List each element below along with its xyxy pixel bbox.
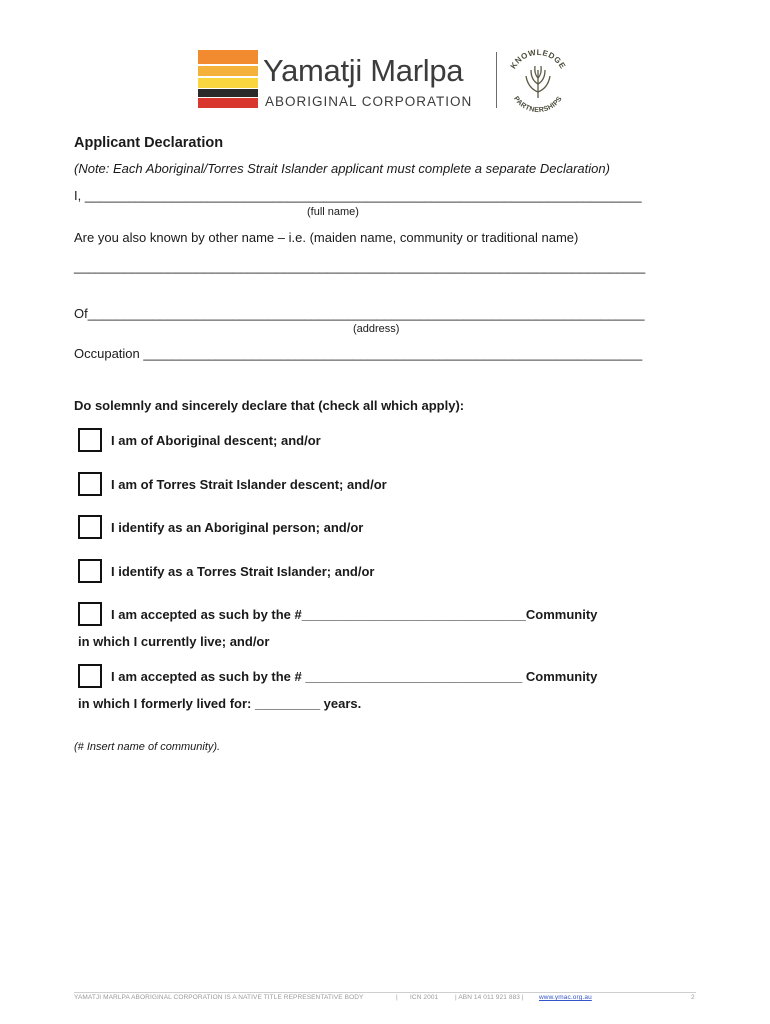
- declaration-heading: Do solemnly and sincerely declare that (check all which apply):: [74, 398, 465, 413]
- checkbox-accepted-current-community[interactable]: [78, 602, 102, 626]
- address-caption: (address): [353, 323, 400, 335]
- other-name-question: Are you also known by other name – i.e. (maiden name, community or traditional name): [74, 230, 579, 245]
- option-torres-strait-descent-label: I am of Torres Strait Islander descent; and/or: [111, 477, 387, 492]
- footer-abn: | ABN 14 011 921 883 |: [455, 994, 524, 1001]
- option-identify-aboriginal-label: I identify as an Aboriginal person; and/or: [111, 520, 364, 535]
- option-accepted-former-label: I am accepted as such by the # ______________________________ Community: [111, 669, 598, 684]
- checkbox-accepted-former-community[interactable]: [78, 664, 102, 688]
- checkbox-torres-strait-descent[interactable]: [78, 472, 102, 496]
- stripe-dark: [198, 89, 258, 97]
- form-title: Applicant Declaration: [74, 135, 224, 151]
- footer-separator: |: [396, 994, 398, 1001]
- insert-community-note: (# Insert name of community).: [74, 741, 221, 753]
- stripe-yellow: [198, 78, 258, 88]
- logo-stripes: [198, 50, 258, 108]
- logo-divider: [496, 52, 497, 108]
- full-name-caption: (full name): [307, 206, 359, 218]
- brand-name: Yamatji Marlpa: [263, 53, 464, 88]
- stripe-red: [198, 98, 258, 108]
- form-note: (Note: Each Aboriginal/Torres Strait Islander applicant must complete a separate Declaration): [74, 161, 610, 176]
- plant-icon: [526, 66, 550, 98]
- address-field[interactable]: Of_____________________________________________________________________________: [74, 306, 645, 321]
- svg-text:PARTNERSHIPS: PARTNERSHIPS: [512, 95, 564, 114]
- stripe-amber: [198, 66, 258, 76]
- page-number: 2: [691, 994, 695, 1001]
- option-accepted-current-label: I am accepted as such by the #_______________________________Community: [111, 607, 598, 622]
- footer-rule: [74, 992, 696, 993]
- occupation-field[interactable]: Occupation _____________________________________________________________________: [74, 346, 643, 361]
- option-identify-torres-strait-label: I identify as a Torres Strait Islander; and/or: [111, 564, 375, 579]
- knowledge-partnerships-seal: [502, 48, 574, 114]
- footer-org-statement: YAMATJI MARLPA ABORIGINAL CORPORATION IS A NATIVE TITLE REPRESENTATIVE BODY: [74, 994, 364, 1001]
- option-accepted-former-continuation: in which I formerly lived for: _________ years.: [78, 696, 362, 711]
- checkbox-identify-aboriginal[interactable]: [78, 515, 102, 539]
- brand-subtitle: ABORIGINAL CORPORATION: [265, 94, 473, 109]
- checkbox-identify-torres-strait[interactable]: [78, 559, 102, 583]
- stripe-orange: [198, 50, 258, 64]
- checkbox-aboriginal-descent[interactable]: [78, 428, 102, 452]
- option-accepted-current-continuation: in which I currently live; and/or: [78, 634, 270, 649]
- footer-website-link[interactable]: www.ymac.org.au: [539, 994, 592, 1001]
- full-name-field[interactable]: I, _____________________________________________________________________________: [74, 188, 642, 203]
- footer-icn: ICN 2001: [410, 994, 439, 1001]
- option-aboriginal-descent-label: I am of Aboriginal descent; and/or: [111, 433, 321, 448]
- other-name-field[interactable]: _______________________________________________________________________________: [74, 259, 646, 274]
- svg-text:KNOWLEDGE: KNOWLEDGE: [508, 48, 568, 71]
